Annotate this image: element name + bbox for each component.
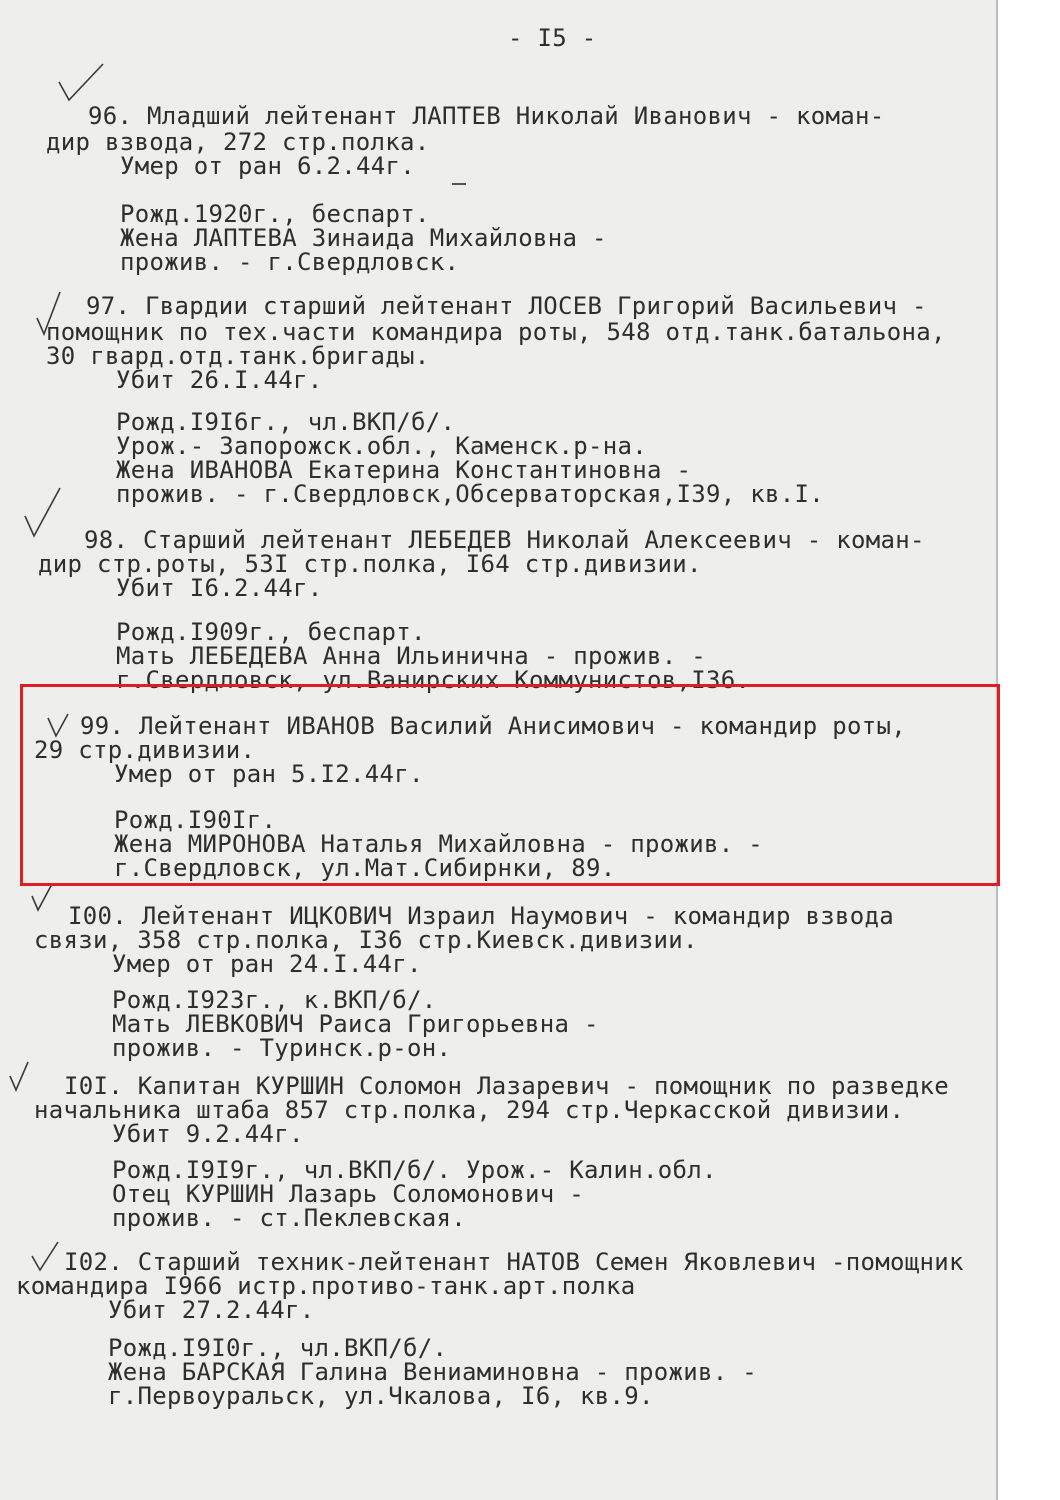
entry-line: Убит I6.2.44г. (116, 574, 323, 602)
entry-line: Отец КУРШИН Лазарь Соломонович - (112, 1180, 584, 1208)
highlight-box (20, 684, 1000, 886)
entry-line: 30 гвард.отд.танк.бригады. (46, 342, 430, 370)
entry-line: г.Свердловск, ул.Ванирских Коммунистов,I36. (116, 666, 751, 694)
entry-line: Жена БАРСКАЯ Галина Вениаминовна - прожив. - (108, 1358, 757, 1386)
page-number: - I5 - (508, 24, 597, 52)
checkmark-icon (22, 486, 64, 538)
entry-line: Рожд.I909г., беспарт. (116, 618, 426, 646)
entry-line: 96. Младший лейтенант ЛАПТЕВ Николай Иванович - коман- (88, 102, 885, 130)
checkmark-icon (8, 1060, 30, 1092)
entry-line: Рожд.1920г., беспарт. (120, 200, 430, 228)
entry-line: 97. Гвардии старший лейтенант ЛОСЕВ Григорий Васильевич - (86, 292, 927, 320)
entry-line: 99. Лейтенант ИВАНОВ Василий Анисимович - командир роты, (80, 712, 906, 740)
entry-line: начальника штаба 857 стр.полка, 294 стр.Черкасской дивизии. (34, 1096, 905, 1124)
entry-line: Умер от ран 24.I.44г. (112, 950, 422, 978)
stray-mark (452, 183, 466, 185)
checkmark-icon (30, 882, 54, 912)
entry-line: Мать ЛЕВКОВИЧ Раиса Григорьевна - (112, 1010, 599, 1038)
entry-line: I02. Старший техник-лейтенант НАТОВ Семен Яковлевич -помощник (64, 1248, 964, 1276)
entry-line: Рожд.I9I9г., чл.ВКП/б/. Урож.- Калин.обл. (112, 1156, 717, 1184)
entry-line: Рожд.I9I0г., чл.ВКП/б/. (108, 1334, 448, 1362)
entry-line: Мать ЛЕБЕДЕВА Анна Ильинична - прожив. - (116, 642, 706, 670)
entry-line: прожив. - ст.Пеклевская. (112, 1204, 466, 1232)
checkmark-icon (56, 62, 106, 104)
entry-line: Рожд.I90Iг. (114, 806, 277, 834)
entry-line: помощник по тех.части командира роты, 548 отд.танк.батальона, (46, 318, 946, 346)
entry-line: Умер от ран 6.2.44г. (120, 152, 415, 180)
entry-line: Жена ЛАПТЕВА Зинаида Михайловна - (120, 224, 607, 252)
entry-line: командира I966 истр.противо-танк.арт.полка (16, 1272, 636, 1300)
entry-line: прожив. - г.Свердловск,Обсерваторская,I39, кв.I. (116, 480, 824, 508)
entry-line: Убит 9.2.44г. (112, 1120, 304, 1148)
entry-line: Убит 26.I.44г. (116, 366, 323, 394)
entry-line: прожив. - Туринск.р-он. (112, 1034, 452, 1062)
entry-line: г.Свердловск, ул.Мат.Сибирнки, 89. (114, 854, 616, 882)
entry-line: Жена ИВАНОВА Екатерина Константиновна - (116, 456, 692, 484)
entry-line: дир стр.роты, 53I стр.полка, I64 стр.дивизии. (38, 550, 702, 578)
checkmark-icon (30, 1240, 60, 1272)
entry-line: г.Первоуральск, ул.Чкалова, I6, кв.9. (108, 1382, 654, 1410)
entry-line: Умер от ран 5.I2.44г. (114, 760, 424, 788)
entry-line: I0I. Капитан КУРШИН Соломон Лазаревич - помощник по разведке (64, 1072, 949, 1100)
entry-line: Рожд.I9I6г., чл.ВКП/б/. (116, 408, 456, 436)
entry-line: прожив. - г.Свердловск. (120, 248, 460, 276)
entry-line: связи, 358 стр.полка, I36 стр.Киевск.дивизии. (34, 926, 698, 954)
entry-line: 98. Старший лейтенант ЛЕБЕДЕВ Николай Алексеевич - коман- (84, 526, 925, 554)
entry-line: Рожд.I923г., к.ВКП/б/. (112, 986, 437, 1014)
entry-line: Урож.- Запорожск.обл., Каменск.р-на. (116, 432, 647, 460)
entry-line: 29 стр.дивизии. (34, 736, 256, 764)
entry-line: Убит 27.2.44г. (108, 1296, 315, 1324)
entry-line: Жена МИРОНОВА Наталья Михайловна - прожив. - (114, 830, 763, 858)
entry-line: дир взвода, 272 стр.полка. (46, 128, 430, 156)
entry-line: I00. Лейтенант ИЦКОВИЧ Израил Наумович - командир взвода (68, 902, 894, 930)
